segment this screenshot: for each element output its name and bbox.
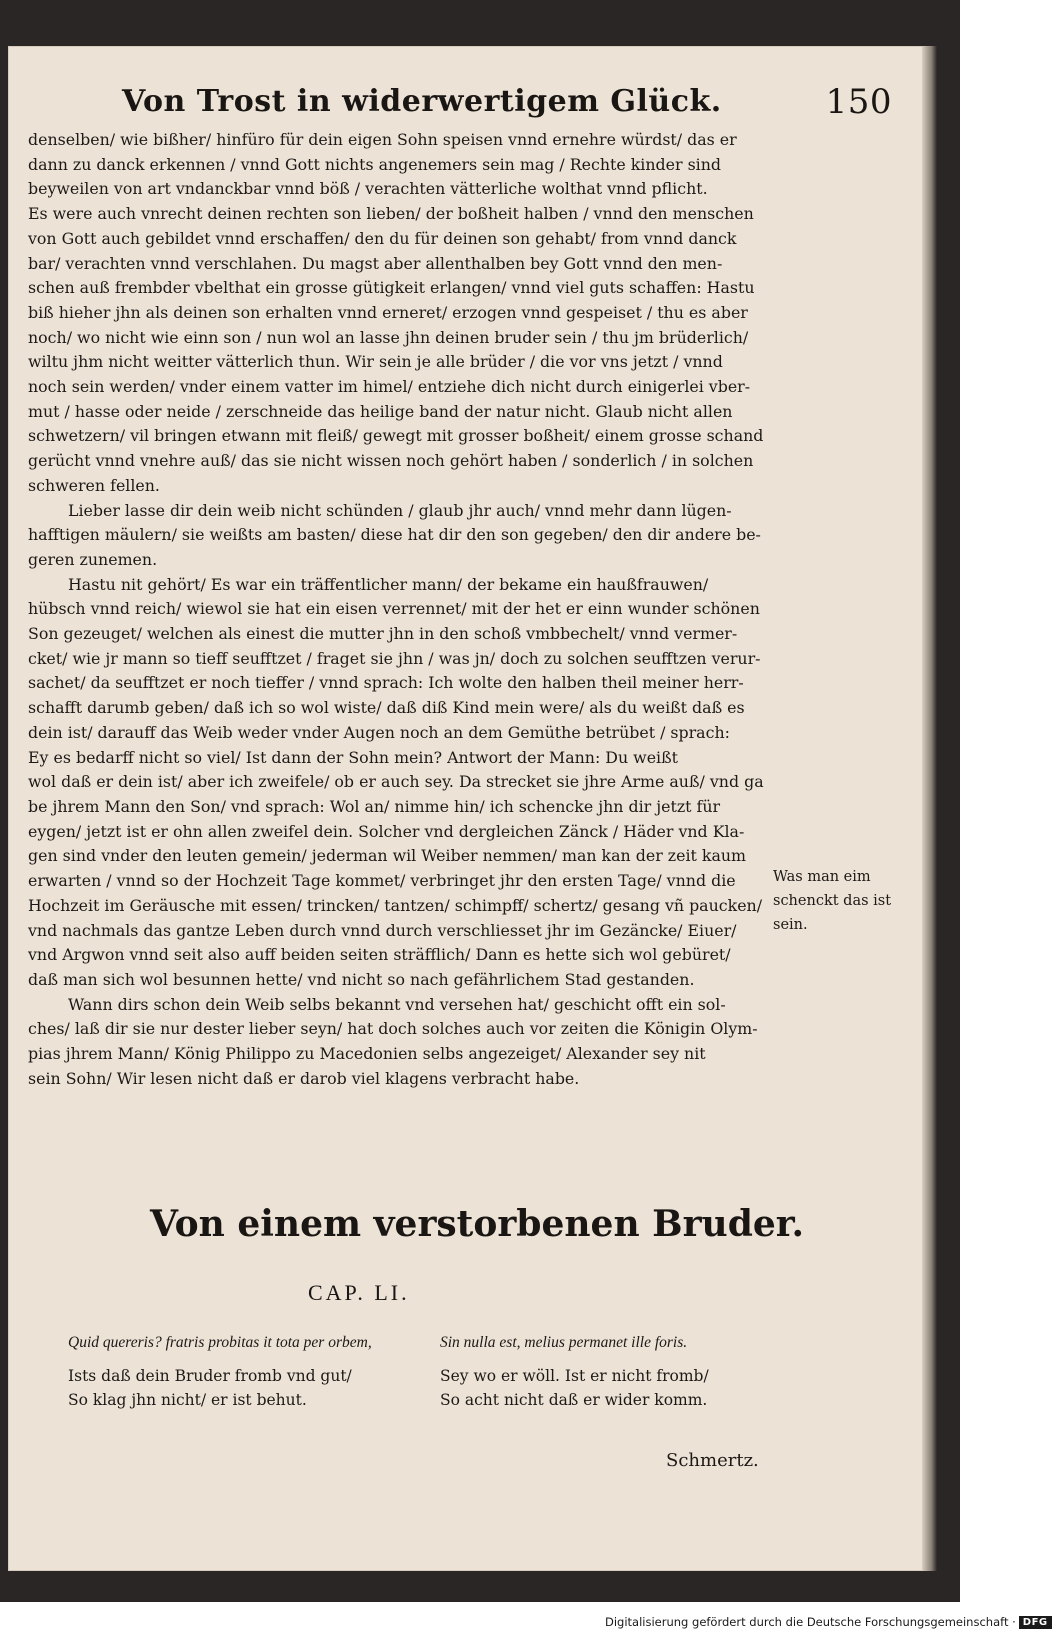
text-line: biß hieher jhn als deinen son erhalten vnnd erneret/ erzogen vnnd gespeiset / thu es aber (28, 302, 748, 322)
catchword: Schmertz. (666, 1450, 759, 1471)
text-line: Es were auch vnrecht deinen rechten son lieben/ der boßheit halben / vnnd den menschen (28, 204, 754, 224)
text-line: daß man sich wol besunnen hette/ vnd nicht so nach gefährlichem Stad gestanden. (28, 969, 695, 989)
digitization-credit (605, 1612, 1052, 1632)
paragraph (28, 128, 778, 499)
text-line: noch sein werden/ vnder einem vatter im himel/ entziehe dich nicht durch einigerlei vber- (28, 377, 751, 397)
chapter-number: CAP. LI. (308, 1280, 410, 1305)
credit-text: Digitalisierung gefördert durch die Deutsche Forschungsgemeinschaft · (605, 1615, 1016, 1629)
marginal-note-line: Was man eim (773, 869, 871, 885)
verse-line: So acht nicht daß er wider komm. (440, 1391, 708, 1409)
text-line: be jhrem Mann den Son/ vnd sprach: Wol an/ nimme hin/ ich schencke jhn dir jetzt für (28, 796, 721, 816)
verse-right (440, 1364, 709, 1412)
running-title: Von Trost in widerwertigem Glück. (122, 84, 722, 119)
text-line: denselben/ wie bißher/ hinfüro für dein eigen Sohn speisen vnnd ernehre würdst/ das er (28, 130, 737, 149)
verse-line: So klag jhn nicht/ er ist behut. (68, 1391, 307, 1409)
text-line: wiltu jhm nicht weitter vätterlich thun. Wir sein je alle brüder / die vor vns jetzt / vnnd (28, 352, 723, 372)
text-line: hafftigen mäulern/ sie weißts am basten/ diese hat dir den son gegeben/ den dir andere be- (28, 525, 761, 545)
marginal-note (773, 865, 892, 937)
verse-line: Sey wo er wöll. Ist er nicht fromb/ (440, 1367, 709, 1385)
verse-line: Ists daß dein Bruder fromb vnd gut/ (68, 1367, 352, 1385)
text-line: Wann dirs schon dein Weib selbs bekannt vnd versehen hat/ geschicht offt ein sol- (68, 994, 726, 1014)
text-line: dein ist/ darauff das Weib weder vnder Augen noch an dem Gemüthe betrübet / sprach: (28, 722, 730, 742)
chapter-title: Von einem verstorbenen Bruder. (150, 1203, 804, 1245)
text-line: Ey es bedarff nicht so viel/ Ist dann der Sohn mein? Antwort der Mann: Du weißt (28, 747, 678, 767)
text-line: Hochzeit im Geräusche mit essen/ trincken/ tantzen/ schimpff/ schertz/ gesang vñ paucken/ (28, 895, 763, 915)
text-line: beyweilen von art vndanckbar vnnd böß / verachten vätterliche wolthat vnnd pflicht. (28, 179, 708, 199)
text-line: sachet/ da seufftzet er noch tieffer / vnnd sprach: Ich wolte den halben theil meiner herr- (28, 673, 744, 693)
text-line: Lieber lasse dir dein weib nicht schünden / glaub jhr auch/ vnnd mehr dann lügen- (68, 500, 732, 520)
folio-number: 150 (825, 82, 892, 122)
text-line: von Gott auch gebildet vnnd erschaffen/ den du für deinen son gehabt/ from vnnd danck (28, 228, 737, 248)
text-line: vnd Argwon vnnd seit also auff beiden seiten sträfflich/ Dann es hette sich wol gebüret/ (28, 945, 731, 965)
marginal-note-line: schenckt das ist (773, 893, 892, 909)
paragraph (28, 573, 778, 993)
text-line: schen auß frembder vbelthat ein grosse gütigkeit erlangen/ vnnd viel guts schaffen: Hastu (28, 278, 755, 298)
marginal-note-line: sein. (773, 917, 808, 933)
latin-epigraph-right: Sin nulla est, melius permanet ille foris. (440, 1334, 688, 1351)
text-line: schwetzern/ vil bringen etwann mit fleiß/ gewegt mit grosser boßheit/ einem grosse schand (28, 426, 764, 446)
text-line: gerücht vnnd vnehre auß/ das sie nicht wissen noch gehört haben / sonderlich / in solchen (28, 451, 754, 471)
text-line: geren zunemen. (28, 549, 158, 569)
paragraph (28, 993, 778, 1092)
text-line: sein Sohn/ Wir lesen nicht daß er darob viel klagens verbracht habe. (28, 1068, 580, 1088)
text-line: dann zu danck erkennen / vnnd Gott nichts angenemers sein mag / Rechte kinder sind (28, 154, 722, 174)
text-line: noch/ wo nicht wie einn son / nun wol an lasse jhn deinen bruder sein / thu jm brüderlich/ (28, 327, 749, 347)
text-line: Son gezeuget/ welchen als einest die mutter jhn in den schoß vmbbechelt/ vnnd vermer- (28, 624, 738, 644)
text-line: gen sind vnder den leuten gemein/ jederman wil Weiber nemmen/ man kan der zeit kaum (28, 846, 747, 866)
text-line: wol daß er dein ist/ aber ich zweifele/ ob er auch sey. Da strecket sie jhre Arme auß/ vnd ga (28, 772, 764, 792)
page-edge (923, 46, 937, 1571)
verse-left (68, 1364, 352, 1412)
body-text (28, 128, 778, 1091)
text-line: cket/ wie jr mann so tieff seufftzet / fraget sie jhn / was jn/ doch zu solchen seufftzen verur- (28, 648, 761, 668)
text-line: mut / hasse oder neide / zerschneide das heilige band der natur nicht. Glaub nicht allen (28, 401, 733, 421)
text-line: eygen/ jetzt ist er ohn allen zweifel dein. Solcher vnd dergleichen Zänck / Häder vnd Kla- (28, 821, 745, 841)
text-line: schafft darumb geben/ daß ich so wol wiste/ daß diß Kind mein were/ als du weißt daß es (28, 698, 745, 718)
text-line: erwarten / vnnd so der Hochzeit Tage kommet/ verbringet jhr den ersten Tage/ vnnd die (28, 871, 736, 891)
paragraph (28, 499, 778, 573)
dfg-logo: DFG (1019, 1616, 1052, 1629)
latin-epigraph-left: Quid quereris? fratris probitas it tota per orbem, (68, 1334, 372, 1351)
text-line: bar/ verachten vnnd verschlahen. Du magst aber allenthalben bey Gott vnnd den men- (28, 253, 723, 273)
text-line: vnd nachmals das gantze Leben durch vnnd durch verschliesset jhr im Gezäncke/ Eiuer/ (28, 920, 737, 940)
running-head (112, 82, 892, 126)
text-line: ches/ laß dir sie nur dester lieber seyn/ hat doch solches auch vor zeiten die Königin Olym- (28, 1019, 758, 1039)
text-line: hübsch vnnd reich/ wiewol sie hat ein eisen verrennet/ mit der het er einn wunder schönen (28, 599, 760, 619)
text-line: Hastu nit gehört/ Es war ein träffentlicher mann/ der bekame ein haußfrauwen/ (68, 574, 709, 594)
text-line: pias jhrem Mann/ König Philippo zu Macedonien selbs angezeiget/ Alexander sey nit (28, 1044, 706, 1064)
text-line: schweren fellen. (28, 475, 160, 495)
